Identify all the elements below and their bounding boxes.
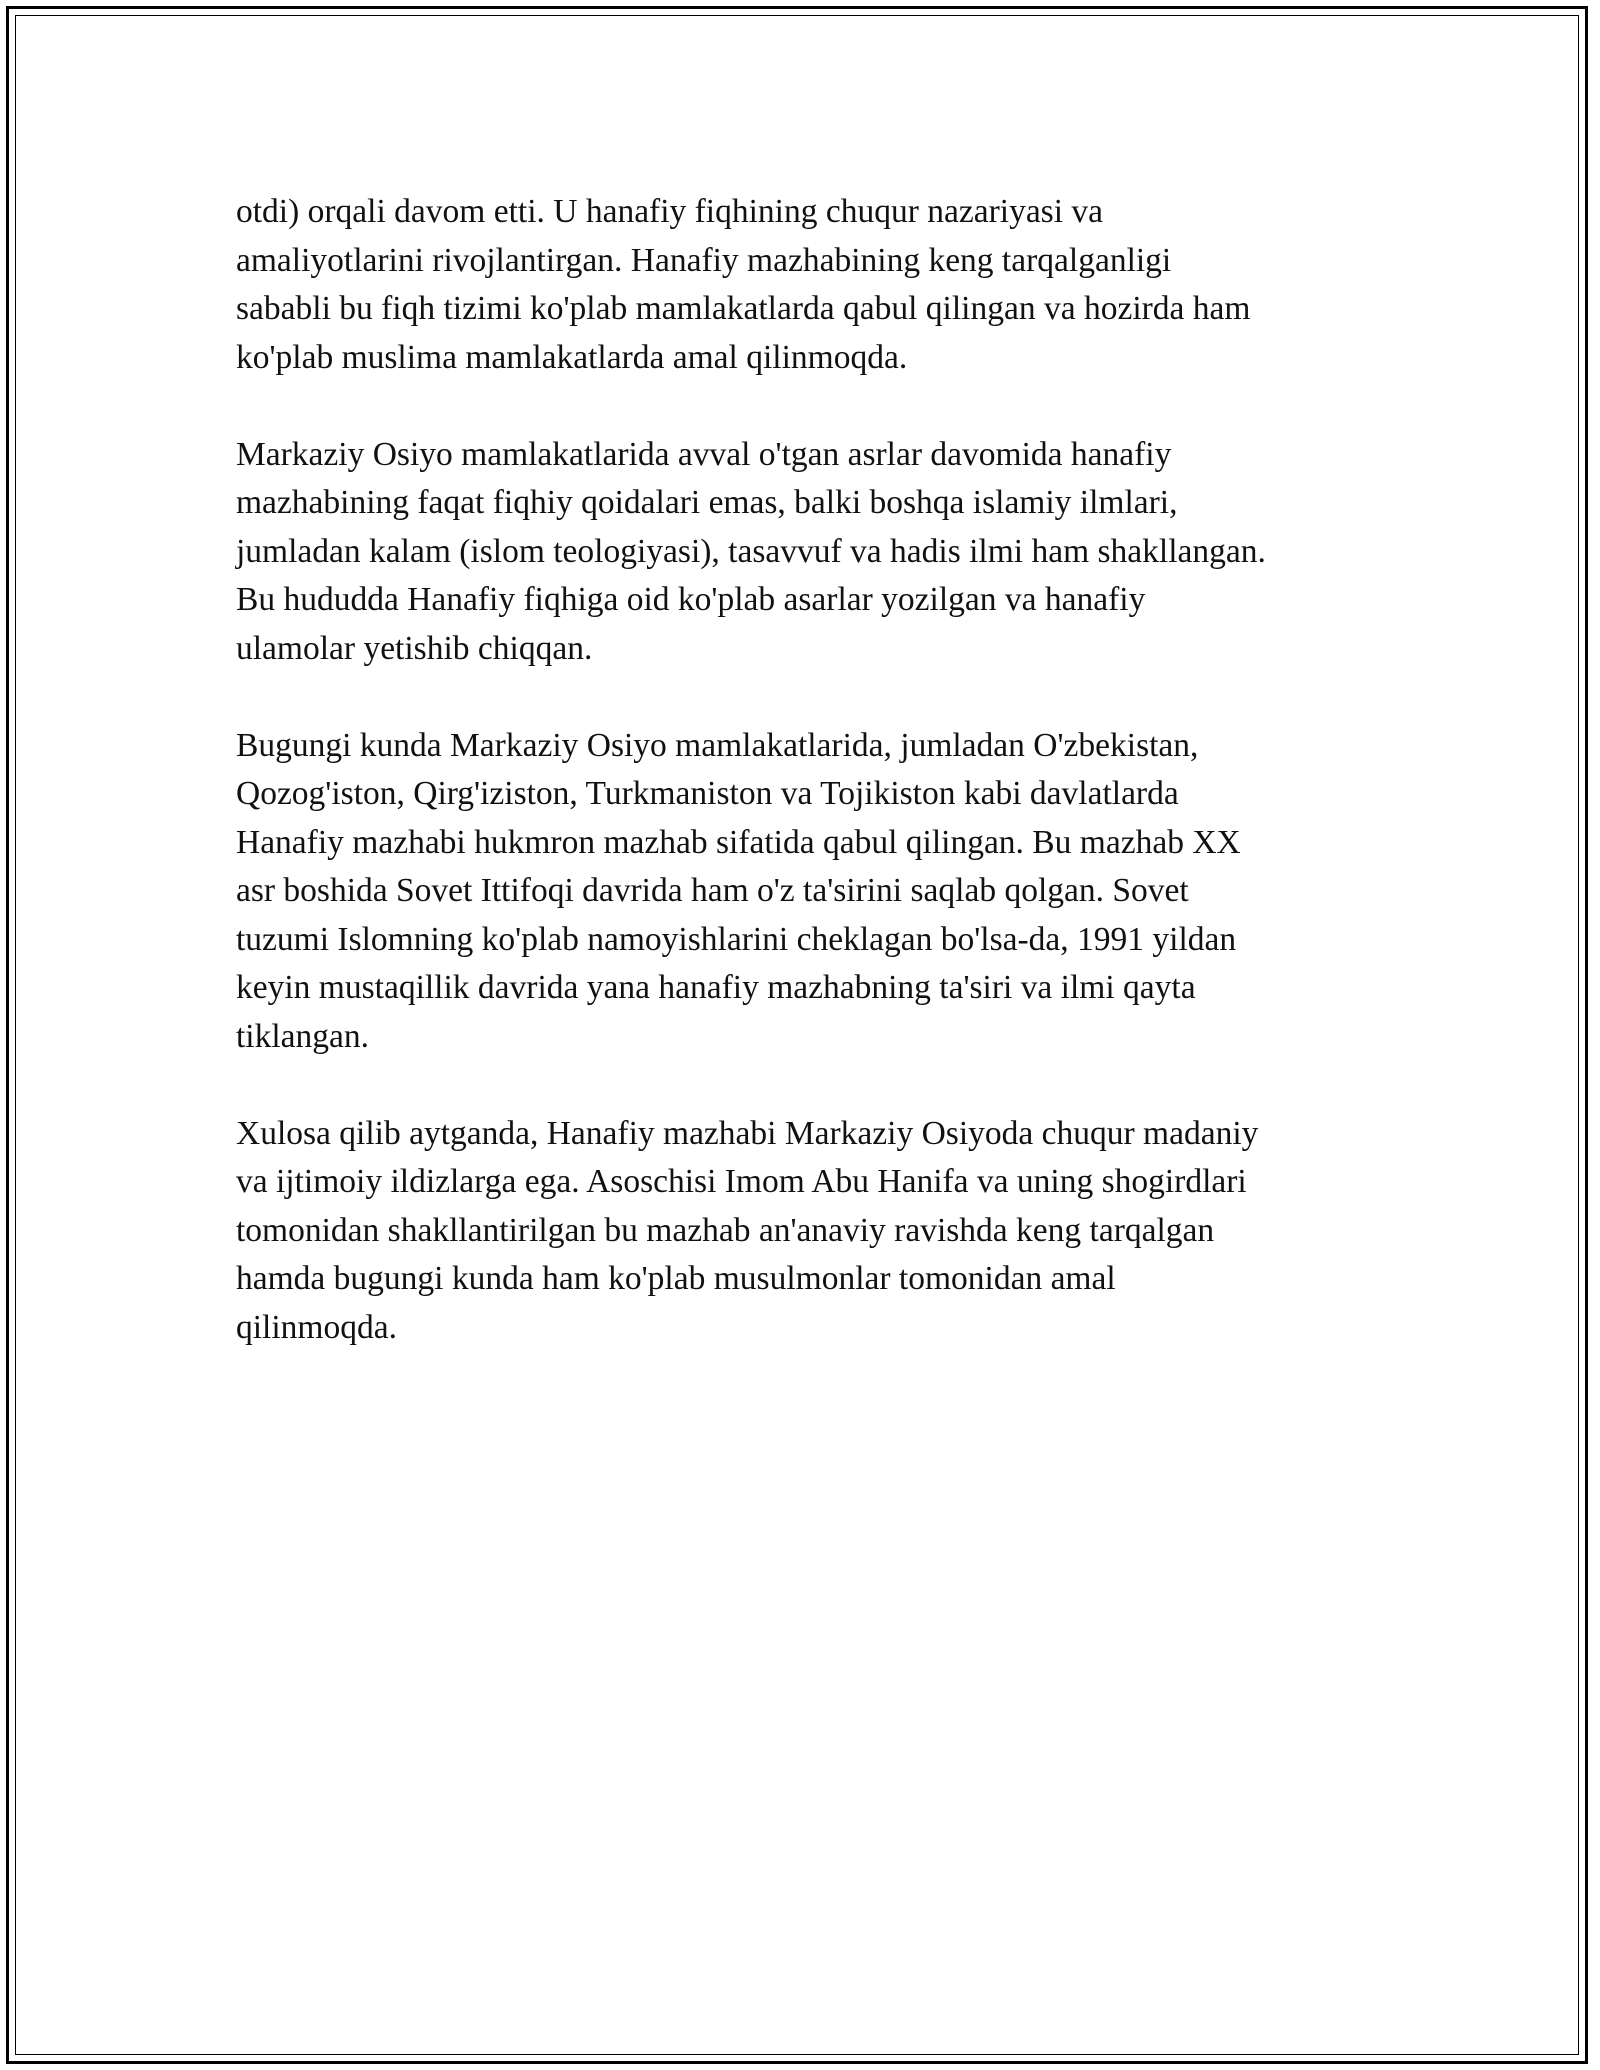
paragraph-3: Bugungi kunda Markaziy Osiyo mamlakatlarida, jumladan O'zbekistan, Qozog'iston, Qirg'iziston, Turkmaniston va Tojikiston kabi davlatlarda Hanafiy mazhabi hukmron mazhab sifatida qabul qilingan. Bu mazhab XX asr boshida Sovet Ittifoqi davrida ham o'z ta'sirini saqlab qolgan. Sovet tuzumi Islomning ko'plab namoyishlarini cheklagan bo'lsa-da, 1991 yildan keyin mustaqillik davrida yana hanafiy mazhabning ta'siri va ilmi qayta tiklangan. [236, 726, 1241, 1055]
paragraph-2: Markaziy Osiyo mamlakatlarida avval o'tgan asrlar davomida hanafiy mazhabining faqat fiqhiy qoidalari emas, balki boshqa islamiy ilmlari, jumladan kalam (islom teologiyasi), tasavvuf va hadis ilmi ham shakllangan. Bu hududda Hanafiy fiqhiga oid ko'plab asarlar yozilgan va hanafiy ulamolar yetishib chiqqan. [236, 435, 1266, 667]
paragraph-4: Xulosa qilib aytganda, Hanafiy mazhabi Markaziy Osiyoda chuqur madaniy va ijtimoiy ildizlarga ega. Asoschisi Imom Abu Hanifa va uning shogirdlari tomonidan shakllantirilgan bu mazhab an'anaviy ravishda keng tarqalgan hamda bugungi kunda ham ko'plab musulmonlar tomonidan amal qilinmoqda. [236, 1114, 1259, 1346]
document-body [236, 188, 1376, 1401]
paragraph-1: otdi) orqali davom etti. U hanafiy fiqhining chuqur nazariyasi va amaliyotlarini rivojlantirgan. Hanafiy mazhabining keng tarqalganligi sababli bu fiqh tizimi ko'plab mamlakatlarda qabul qilingan va hozirda ham ko'plab muslima mamlakatlarda amal qilinmoqda. [236, 193, 1251, 376]
